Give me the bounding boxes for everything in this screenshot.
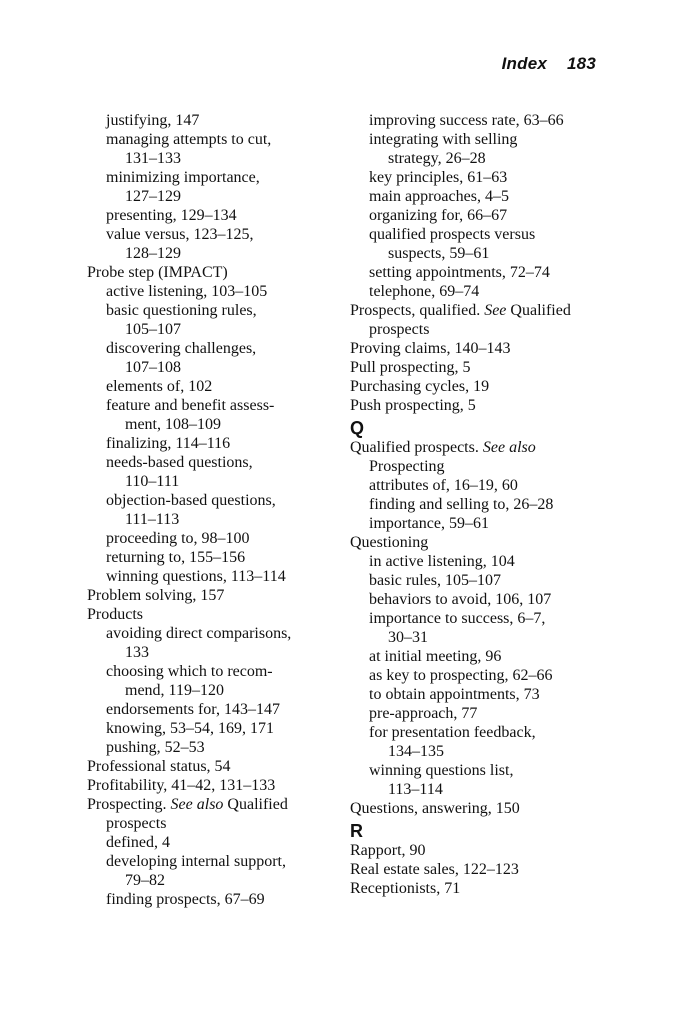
index-column-left (87, 111, 337, 909)
entry-text: for presentation feedback, (369, 724, 536, 741)
entry-text: 111–113 (125, 511, 180, 528)
entry-text: integrating with selling (369, 131, 518, 148)
index-subentry (350, 111, 610, 130)
entry-text: Profitability, 41–42, 131–133 (87, 777, 276, 794)
index-subentry (87, 890, 337, 909)
index-continuation (87, 187, 337, 206)
index-subentry (87, 719, 337, 738)
entry-text: defined, 4 (106, 834, 170, 851)
index-subentry (350, 225, 610, 244)
entry-text: pre-approach, 77 (369, 705, 478, 722)
entry-text: Problem solving, 157 (87, 587, 225, 604)
entry-text: key principles, 61–63 (369, 169, 508, 186)
index-subentry (87, 111, 337, 130)
entry-text: qualified prospects versus (369, 226, 536, 243)
index-subentry (350, 590, 610, 609)
index-subentry (87, 282, 337, 301)
index-subentry (87, 738, 337, 757)
entry-text: 107–108 (125, 359, 181, 376)
index-continuation (350, 244, 610, 263)
entry-text: improving success rate, 63–66 (369, 112, 564, 129)
index-subentry (350, 206, 610, 225)
entry-text: ment, 108–109 (125, 416, 221, 433)
entry-text: avoiding direct comparisons, (106, 625, 292, 642)
entry-text: 113–114 (388, 781, 443, 798)
index-continuation (87, 871, 337, 890)
index-subentry (87, 301, 337, 320)
entry-text: Qualified prospects. (350, 439, 479, 456)
index-subentry (350, 168, 610, 187)
index-entry (87, 795, 337, 814)
entry-text: 127–129 (125, 188, 181, 205)
entry-text: importance, 59–61 (369, 515, 489, 532)
entry-text: basic rules, 105–107 (369, 572, 501, 589)
entry-text: 110–111 (125, 473, 180, 490)
index-subentry (350, 666, 610, 685)
index-entry (350, 860, 610, 879)
entry-text: Purchasing cycles, 19 (350, 378, 490, 395)
entry-text: endorsements for, 143–147 (106, 701, 280, 718)
index-entry (87, 263, 337, 282)
index-continuation (87, 643, 337, 662)
entry-text: Products (87, 606, 143, 623)
entry-text: managing attempts to cut, (106, 131, 272, 148)
index-entry (350, 339, 610, 358)
see-target: Qualified (510, 302, 571, 319)
entry-text: Professional status, 54 (87, 758, 231, 775)
entry-text: Prospects, qualified. (350, 302, 481, 319)
entry-text: discovering challenges, (106, 340, 257, 357)
index-entry (87, 776, 337, 795)
entry-text: main approaches, 4–5 (369, 188, 509, 205)
entry-text: Questioning (350, 534, 429, 551)
entry-text: attributes of, 16–19, 60 (369, 477, 518, 494)
entry-text: developing internal support, (106, 853, 286, 870)
index-entry (350, 799, 610, 818)
entry-text: 133 (125, 644, 149, 661)
entry-text: importance to success, 6–7, (369, 610, 546, 627)
index-subentry (87, 225, 337, 244)
index-subentry (350, 609, 610, 628)
index-subentry (87, 453, 337, 472)
index-continuation (87, 510, 337, 529)
entry-text: Prospecting. (87, 796, 167, 813)
entry-text: 79–82 (125, 872, 165, 889)
entry-text: feature and benefit assess- (106, 397, 275, 414)
index-column-right (350, 111, 610, 898)
index-subentry (350, 187, 610, 206)
index-continuation (350, 742, 610, 761)
entry-text: suspects, 59–61 (388, 245, 490, 262)
index-subentry (87, 662, 337, 681)
index-subentry (87, 377, 337, 396)
entry-text: finding prospects, 67–69 (106, 891, 265, 908)
entry-text: Rapport, 90 (350, 842, 426, 859)
entry-text: in active listening, 104 (369, 553, 515, 570)
index-subentry (350, 761, 610, 780)
index-entry (350, 841, 610, 860)
entry-text: to obtain appointments, 73 (369, 686, 540, 703)
index-subentry (350, 320, 610, 339)
index-subentry (87, 206, 337, 225)
entry-text: Proving claims, 140–143 (350, 340, 511, 357)
entry-text: setting appointments, 72–74 (369, 264, 550, 281)
entry-text: elements of, 102 (106, 378, 213, 395)
entry-text: mend, 119–120 (125, 682, 224, 699)
section-letter: R (350, 821, 363, 841)
index-subentry (87, 339, 337, 358)
index-subentry (350, 704, 610, 723)
index-continuation (87, 472, 337, 491)
see-target: Qualified (227, 796, 288, 813)
entry-text: knowing, 53–54, 169, 171 (106, 720, 274, 737)
entry-text: organizing for, 66–67 (369, 207, 508, 224)
entry-text: Questions, answering, 150 (350, 800, 520, 817)
index-subentry (350, 647, 610, 666)
index-continuation (350, 149, 610, 168)
entry-text: returning to, 155–156 (106, 549, 246, 566)
entry-text: winning questions list, (369, 762, 514, 779)
index-entry (87, 757, 337, 776)
index-entry (350, 377, 610, 396)
page-number: 183 (567, 54, 596, 73)
running-header (502, 54, 596, 74)
see-reference: See also (170, 796, 224, 813)
header-title: Index (501, 54, 548, 73)
entry-text: proceeding to, 98–100 (106, 530, 250, 547)
entry-text: value versus, 123–125, (106, 226, 254, 243)
entry-text: strategy, 26–28 (388, 150, 486, 167)
index-subentry (350, 514, 610, 533)
index-subentry (87, 396, 337, 415)
index-subentry (87, 548, 337, 567)
index-subentry (350, 282, 610, 301)
index-subentry (350, 263, 610, 282)
index-entry (87, 586, 337, 605)
index-entry (350, 879, 610, 898)
index-subentry (87, 130, 337, 149)
entry-text: 131–133 (125, 150, 181, 167)
entry-text: objection-based questions, (106, 492, 276, 509)
index-entry (350, 396, 610, 415)
index-entry (350, 533, 610, 552)
index-continuation (87, 244, 337, 263)
entry-text: as key to prospecting, 62–66 (369, 667, 553, 684)
index-subentry (87, 852, 337, 871)
index-subentry (87, 624, 337, 643)
entry-text: Prospecting (369, 458, 445, 475)
entry-text: telephone, 69–74 (369, 283, 480, 300)
entry-text: needs-based questions, (106, 454, 253, 471)
entry-text: pushing, 52–53 (106, 739, 205, 756)
see-reference: See also (482, 439, 536, 456)
index-subentry (350, 495, 610, 514)
entry-text: active listening, 103–105 (106, 283, 268, 300)
index-subentry (87, 814, 337, 833)
index-subentry (350, 723, 610, 742)
index-subentry (350, 476, 610, 495)
index-subentry (87, 833, 337, 852)
index-subentry (87, 700, 337, 719)
index-subentry (87, 567, 337, 586)
index-continuation (350, 628, 610, 647)
entry-text: presenting, 129–134 (106, 207, 237, 224)
entry-text: Real estate sales, 122–123 (350, 861, 519, 878)
entry-text: finding and selling to, 26–28 (369, 496, 554, 513)
index-subentry (350, 130, 610, 149)
index-continuation (87, 149, 337, 168)
index-subentry (87, 529, 337, 548)
index-entry (87, 605, 337, 624)
entry-text: 134–135 (388, 743, 444, 760)
entry-text: basic questioning rules, (106, 302, 257, 319)
entry-text: Push prospecting, 5 (350, 397, 476, 414)
entry-text: choosing which to recom- (106, 663, 273, 680)
entry-text: 105–107 (125, 321, 181, 338)
entry-text: Pull prospecting, 5 (350, 359, 471, 376)
entry-text: behaviors to avoid, 106, 107 (369, 591, 552, 608)
index-continuation (87, 320, 337, 339)
see-reference: See (484, 302, 507, 319)
index-subentry (350, 457, 610, 476)
entry-text: minimizing importance, (106, 169, 260, 186)
index-subentry (87, 168, 337, 187)
index-continuation (350, 780, 610, 799)
index-continuation (87, 358, 337, 377)
entry-text: justifying, 147 (106, 112, 200, 129)
index-subentry (350, 571, 610, 590)
index-subentry (87, 434, 337, 453)
entry-text: finalizing, 114–116 (106, 435, 231, 452)
section-letter: Q (350, 418, 365, 438)
index-continuation (87, 681, 337, 700)
index-continuation (87, 415, 337, 434)
index-subentry (87, 491, 337, 510)
entry-text: prospects (106, 815, 167, 832)
index-subentry (350, 685, 610, 704)
entry-text: at initial meeting, 96 (369, 648, 502, 665)
entry-text: 30–31 (388, 629, 428, 646)
index-entry (350, 438, 610, 457)
entry-text: Receptionists, 71 (350, 880, 461, 897)
entry-text: prospects (369, 321, 430, 338)
index-entry (350, 358, 610, 377)
entry-text: winning questions, 113–114 (106, 568, 286, 585)
index-subentry (350, 552, 610, 571)
index-entry (350, 301, 610, 320)
entry-text: 128–129 (125, 245, 181, 262)
entry-text: Probe step (IMPACT) (87, 264, 228, 281)
